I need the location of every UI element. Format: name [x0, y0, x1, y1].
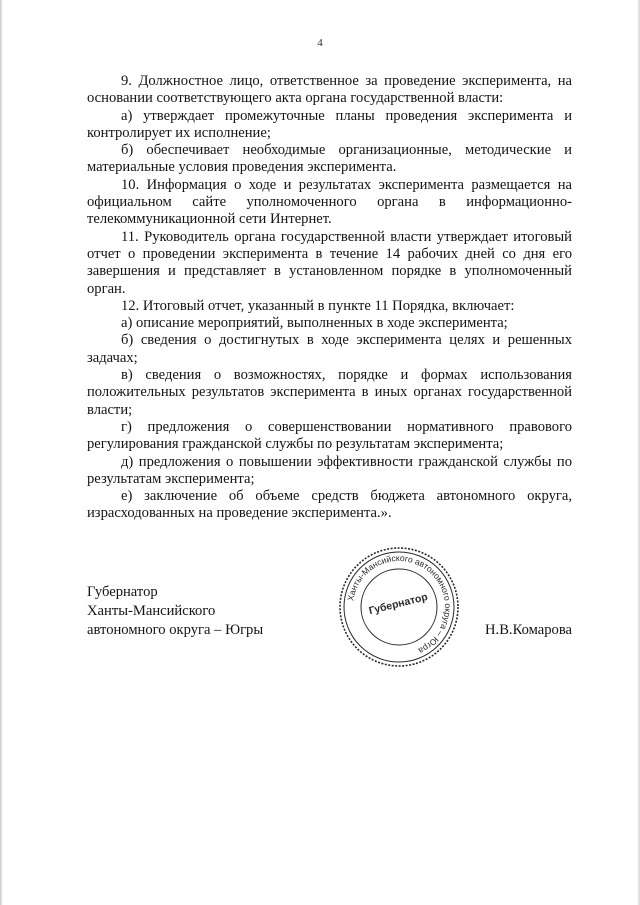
official-seal	[337, 545, 461, 669]
seal-graphic	[337, 545, 461, 669]
signature-title-line-1: Губернатор	[87, 584, 158, 600]
signature-title-line-2: Ханты-Мансийского	[87, 603, 216, 619]
signature-title-line-3: автономного округа – Югры	[87, 622, 264, 638]
paragraph-12g: г) предложения о совершенствовании нормативного правового регулирования гражданской службы по результатам эксперимента;	[87, 418, 572, 453]
seal-ring-textpath: Ханты-Мансийского автономного округа – Югра	[345, 552, 454, 657]
paragraph-12a: а) описание мероприятий, выполненных в ходе эксперимента;	[121, 315, 508, 332]
paragraph-11: 11. Руководитель органа государственной власти утверждает итоговый отчет о проведении эксперимента в течение 14 рабочих дней со дня его завершения и представляет в установленном порядке в уполномоченный орган.	[87, 228, 572, 297]
paragraph-12: 12. Итоговый отчет, указанный в пункте 11 Порядка, включает:	[121, 297, 515, 314]
signer-name: Н.В.Комарова	[485, 622, 572, 638]
paragraph-12d: д) предложения о повышении эффективности гражданской службы по результатам эксперимента;	[87, 453, 572, 487]
paragraph-12b: б) сведения о достигнутых в ходе эксперимента целях и решенных задачах;	[87, 332, 572, 366]
page-number: 4	[317, 37, 323, 49]
paragraph-9: 9. Должностное лицо, ответственное за проведение эксперимента, на основании соответствующего акта органа государственной власти:	[87, 73, 572, 107]
paragraph-12e: е) заключение об объеме средств бюджета автономного округа, израсходованных на проведение эксперимента.».	[87, 488, 572, 522]
paragraph-12v: в) сведения о возможностях, порядке и формах использования положительных результатов эксперимента в иных органах государственной власти;	[87, 367, 572, 418]
paragraph-9a: а) утверждает промежуточные планы проведения эксперимента и контролирует их исполнение;	[87, 107, 572, 141]
paragraph-10: 10. Информация о ходе и результатах эксперимента размещается на официальном сайте уполномоченного органа в информационно-телекоммуникационной сети Интернет.	[87, 176, 572, 228]
seal-center-text: Губернатор	[367, 590, 429, 618]
paragraph-9b: б) обеспечивает необходимые организационные, методические и материальные условия проведения эксперимента.	[87, 142, 572, 176]
signature-title-block	[87, 583, 307, 640]
document-body	[87, 73, 572, 523]
scan-edge-left	[0, 0, 3, 905]
